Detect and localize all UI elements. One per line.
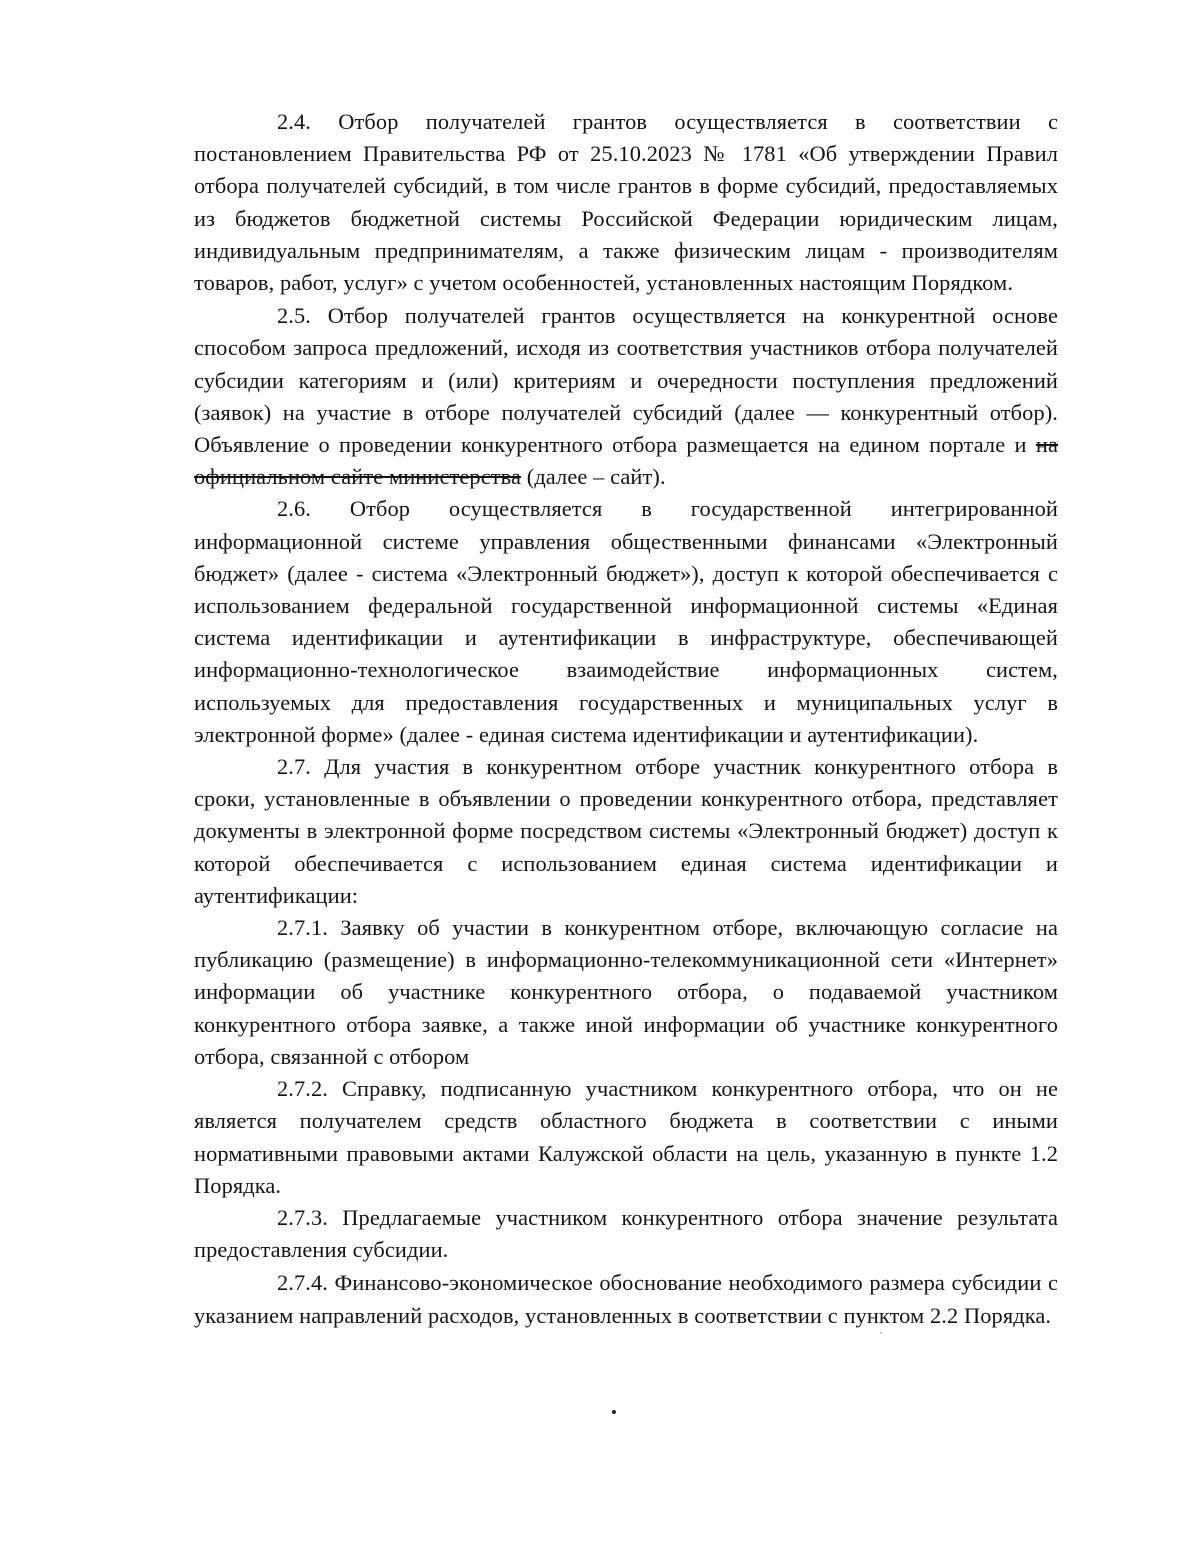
paragraph-2-6: 2.6. Отбор осуществляется в государственной интегрированной информационной системе управления общественными финансами «Электронный бюджет» (далее - система «Электронный бюджет»), доступ к которой обеспечивается с использованием федеральной государственной информационной системы «Единая система идентификации и аутентификации в инфраструктуре, обеспечивающей информационно-технологическое взаимодействие информационных систем, используемых для предоставления государственных и муниципальных услуг в электронной форме» (далее - единая система идентификации и аутентификации). (194, 496, 1058, 747)
paragraph-2-4: 2.4. Отбор получателей грантов осуществляется в соответствии с постановлением Правительства РФ от 25.10.2023 № 1781 «Об утверждении Правил отбора получателей субсидий, в том числе грантов в форме субсидий, предоставляемых из бюджетов бюджетной системы Российской Федерации юридическим лицам, индивидуальным предпринимателям, а также физическим лицам - производителям товаров, работ, услуг» с учетом особенностей, установленных настоящим Порядком. (194, 109, 1058, 296)
scan-speck (880, 1332, 882, 1334)
paragraph-2-5 (194, 300, 1058, 493)
paragraph-2-5-text: 2.5. Отбор получателей грантов осуществляется на конкурентной основе способом запроса предложений, исходя из соответствия участников отбора получателей субсидии категориям и (или) критериям и очередности поступления предложений (заявок) на участие в отборе получателей субсидий (далее — конкурентный отбор). Объявление о проведении конкурентного отбора размещается на едином портале и (194, 303, 1058, 458)
paragraph-2-7-2: 2.7.2. Справку, подписанную участником конкурентного отбора, что он не является получателем средств областного бюджета в соответствии с иными нормативными правовыми актами Калужской области на цель, указанную в пункте 1.2 Порядка. (194, 1076, 1058, 1198)
document-body (194, 106, 1058, 1332)
struck-through-text: на официальном сайте министерства (194, 432, 1058, 490)
paragraph-2-7: 2.7. Для участия в конкурентном отборе участник конкурентного отбора в сроки, установленные в объявлении о проведении конкурентного отбора, представляет документы в электронной форме посредством системы «Электронный бюджет) доступ к которой обеспечивается с использованием единая система идентификации и аутентификации: (194, 754, 1058, 908)
scan-speck (611, 1409, 616, 1414)
paragraph-2-7-3: 2.7.3. Предлагаемые участником конкурентного отбора значение результата предоставления субсидии. (194, 1204, 1058, 1263)
paragraph-2-7-4: 2.7.4. Финансово-экономическое обоснование необходимого размера субсидии с указанием направлений расходов, установленных в соответствии с пунктом 2.2 Порядка. (194, 1270, 1058, 1328)
paragraph-2-5-tail: (далее – сайт). (521, 464, 666, 490)
paragraph-2-7-1: 2.7.1. Заявку об участии в конкурентном отборе, включающую согласие на публикацию (размещение) в информационно-телекоммуникационной сети «Интернет» информации об участнике конкурентного отбора, о подаваемой участником конкурентного отбора заявке, а также иной информации об участнике конкурентного отбора, связанной с отбором (194, 915, 1058, 1069)
